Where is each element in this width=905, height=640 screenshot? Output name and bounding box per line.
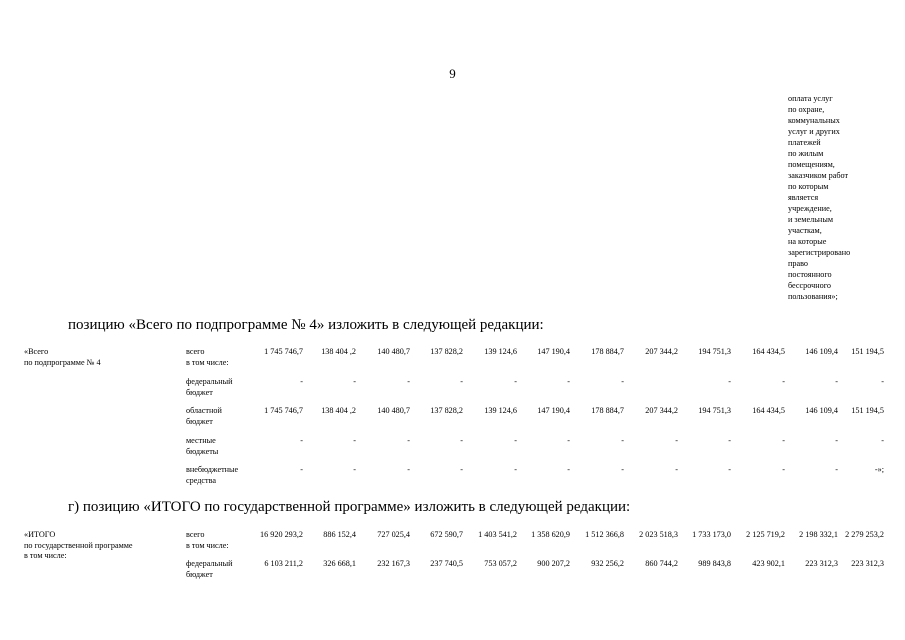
row-name bbox=[186, 559, 233, 580]
table-cell: 2 198 332,1 bbox=[799, 530, 838, 539]
table-cell: - bbox=[567, 436, 570, 445]
note-text bbox=[788, 93, 898, 302]
table-cell: - bbox=[353, 436, 356, 445]
table-cell: 194 751,3 bbox=[698, 347, 731, 356]
table-cell: -»; bbox=[874, 465, 884, 474]
table-cell: 147 190,4 bbox=[537, 347, 570, 356]
table-cell: - bbox=[300, 377, 303, 386]
note-line: постоянного bbox=[788, 270, 832, 279]
table-cell: - bbox=[675, 465, 678, 474]
table-cell: 207 344,2 bbox=[645, 347, 678, 356]
table-cell: 932 256,2 bbox=[591, 559, 624, 568]
row-group-label-line: «ИТОГО bbox=[24, 530, 56, 539]
row-name-line: всего bbox=[186, 530, 205, 539]
table-cell: - bbox=[782, 436, 785, 445]
table-cell: - bbox=[675, 436, 678, 445]
table-cell: - bbox=[407, 436, 410, 445]
table-cell: 138 404 ,2 bbox=[321, 347, 356, 356]
table-cell: - bbox=[835, 377, 838, 386]
note-line: услуг и других bbox=[788, 127, 840, 136]
note-line: и земельным bbox=[788, 215, 833, 224]
table-cell: - bbox=[621, 436, 624, 445]
table-cell: 139 124,6 bbox=[484, 406, 517, 415]
table-cell: 900 207,2 bbox=[537, 559, 570, 568]
table-cell: - bbox=[353, 465, 356, 474]
table-cell: 137 828,2 bbox=[430, 347, 463, 356]
row-name-line: бюджет bbox=[186, 569, 213, 579]
row-name-line: федеральный bbox=[186, 559, 233, 568]
table-cell: 178 884,7 bbox=[591, 347, 624, 356]
row-group-label bbox=[24, 530, 133, 562]
row-name bbox=[186, 377, 233, 398]
table-cell: 178 884,7 bbox=[591, 406, 624, 415]
table-cell: 147 190,4 bbox=[537, 406, 570, 415]
table-cell: 6 103 211,2 bbox=[264, 559, 303, 568]
table-cell: - bbox=[460, 436, 463, 445]
table-cell: 194 751,3 bbox=[698, 406, 731, 415]
table-cell: - bbox=[782, 465, 785, 474]
table-cell: 1 733 173,0 bbox=[692, 530, 731, 539]
table-cell: 223 312,3 bbox=[851, 559, 884, 568]
table-cell: - bbox=[407, 377, 410, 386]
row-name bbox=[186, 465, 238, 486]
row-group-label-line: по государственной программе bbox=[24, 540, 133, 550]
table-cell: 326 668,1 bbox=[323, 559, 356, 568]
row-name bbox=[186, 406, 222, 427]
table-cell: 672 590,7 bbox=[430, 530, 463, 539]
table-cell: 146 109,4 bbox=[805, 406, 838, 415]
row-name-line: областной bbox=[186, 406, 222, 415]
note-line: является bbox=[788, 193, 819, 202]
table-cell: 164 434,5 bbox=[752, 347, 785, 356]
note-line: по жилым bbox=[788, 149, 824, 158]
table-cell: 2 023 518,3 bbox=[639, 530, 678, 539]
table-cell: - bbox=[567, 465, 570, 474]
note-line: по охране, bbox=[788, 105, 825, 114]
note-line: заказчиком работ bbox=[788, 171, 849, 180]
note-line: право bbox=[788, 259, 809, 268]
table-cell: - bbox=[407, 465, 410, 474]
row-name-line: внебюджетные bbox=[186, 465, 239, 474]
table-cell: - bbox=[728, 377, 731, 386]
table-cell: - bbox=[514, 377, 517, 386]
table-cell: 727 025,4 bbox=[377, 530, 410, 539]
row-name-line: в том числе: bbox=[186, 540, 229, 550]
table-cell: 886 152,4 bbox=[323, 530, 356, 539]
table-cell: - bbox=[514, 436, 517, 445]
note-line: на которые bbox=[788, 237, 827, 246]
table-cell: 2 125 719,2 bbox=[746, 530, 785, 539]
table-cell: - bbox=[460, 465, 463, 474]
table-cell: 139 124,6 bbox=[484, 347, 517, 356]
row-group-label-line: «Всего bbox=[24, 347, 49, 356]
note-line: пользования»; bbox=[788, 292, 838, 301]
table-cell: - bbox=[567, 377, 570, 386]
table-cell: 140 480,7 bbox=[377, 406, 410, 415]
table-cell: 2 279 253,2 bbox=[845, 530, 884, 539]
table-cell: 151 194,5 bbox=[851, 406, 884, 415]
table-cell: 207 344,2 bbox=[645, 406, 678, 415]
table-cell: 146 109,4 bbox=[805, 347, 838, 356]
note-line: коммунальных bbox=[788, 116, 840, 125]
table-cell: 1 512 366,8 bbox=[585, 530, 624, 539]
table-cell: - bbox=[300, 436, 303, 445]
row-name bbox=[186, 347, 229, 368]
table-cell: 140 480,7 bbox=[377, 347, 410, 356]
table-cell: - bbox=[300, 465, 303, 474]
row-group-label bbox=[24, 347, 101, 368]
table-cell: - bbox=[353, 377, 356, 386]
table-cell: - bbox=[728, 436, 731, 445]
table-cell: - bbox=[514, 465, 517, 474]
section-heading-total-program: г) позицию «ИТОГО по государственной программе» изложить в следующей редакции: bbox=[68, 499, 631, 515]
page-number: 9 bbox=[449, 66, 456, 81]
table-cell: - bbox=[621, 465, 624, 474]
table-cell: - bbox=[881, 377, 884, 386]
table-cell: 138 404 ,2 bbox=[321, 406, 356, 415]
table-cell: 1 745 746,7 bbox=[264, 406, 303, 415]
table-cell: 151 194,5 bbox=[851, 347, 884, 356]
row-name-line: местные bbox=[186, 436, 216, 445]
table-cell: 989 843,8 bbox=[698, 559, 731, 568]
note-line: оплата услуг bbox=[788, 94, 833, 103]
row-name-line: бюджет bbox=[186, 387, 213, 397]
note-line: по которым bbox=[788, 182, 829, 191]
row-name bbox=[186, 530, 229, 551]
table-cell: 164 434,5 bbox=[752, 406, 785, 415]
row-name-line: бюджеты bbox=[186, 446, 219, 456]
table-cell: 137 828,2 bbox=[430, 406, 463, 415]
table-cell: 232 167,3 bbox=[377, 559, 410, 568]
note-line: бессрочного bbox=[788, 281, 831, 290]
table-cell: 1 403 541,2 bbox=[478, 530, 517, 539]
note-line: участкам, bbox=[788, 226, 822, 235]
note-line: учреждение, bbox=[788, 204, 832, 213]
row-name-line: федеральный bbox=[186, 377, 233, 386]
table-cell: - bbox=[835, 465, 838, 474]
table-cell: 223 312,3 bbox=[805, 559, 838, 568]
note-line: зарегистрировано bbox=[788, 248, 851, 257]
table-cell: 16 920 293,2 bbox=[260, 530, 303, 539]
table-cell: 1 358 620,9 bbox=[531, 530, 570, 539]
note-line: платежей bbox=[788, 138, 821, 147]
row-name-line: в том числе: bbox=[186, 357, 229, 367]
row-name-line: бюджет bbox=[186, 416, 213, 426]
row-group-label-line: в том числе: bbox=[24, 551, 67, 560]
table-cell: 1 745 746,7 bbox=[264, 347, 303, 356]
table-cell: - bbox=[881, 436, 884, 445]
row-name-line: всего bbox=[186, 347, 205, 356]
table-cell: 753 057,2 bbox=[484, 559, 517, 568]
row-name bbox=[186, 436, 218, 457]
table-cell: 237 740,5 bbox=[430, 559, 463, 568]
note-line: помещениям, bbox=[788, 160, 835, 169]
table-cell: - bbox=[728, 465, 731, 474]
table-cell: 423 902,1 bbox=[752, 559, 785, 568]
table-cell: - bbox=[835, 436, 838, 445]
section-heading-subprogram-4: позицию «Всего по подпрограмме № 4» изложить в следующей редакции: bbox=[68, 317, 544, 333]
table-cell: - bbox=[782, 377, 785, 386]
table-cell: - bbox=[621, 377, 624, 386]
row-group-label-line: по подпрограмме № 4 bbox=[24, 357, 101, 367]
table-cell: - bbox=[460, 377, 463, 386]
row-name-line: средства bbox=[186, 475, 217, 485]
table-cell: 860 744,2 bbox=[645, 559, 678, 568]
